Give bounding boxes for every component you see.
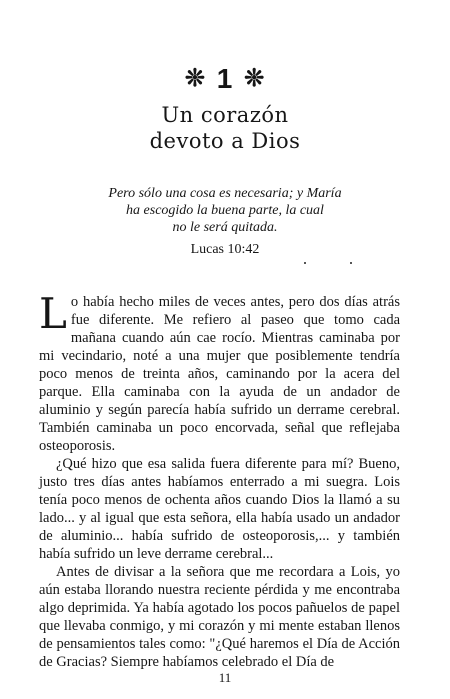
epigraph-reference: Lucas 10:42 — [190, 242, 260, 257]
chapter-number-line — [0, 64, 450, 94]
chapter-number: 1 — [216, 63, 234, 94]
drop-cap: L — [39, 289, 67, 338]
chapter-heading — [0, 64, 450, 154]
epigraph-line2: ha escogido la buena parte, la cual — [126, 203, 324, 218]
chapter-title-line1: Un corazón — [161, 103, 289, 127]
ink-speck — [304, 262, 306, 264]
ink-speck — [350, 262, 352, 264]
epigraph — [0, 185, 450, 258]
body-text — [39, 289, 400, 671]
epigraph-line3: no le será quitada. — [172, 220, 278, 235]
page-number: 11 — [218, 670, 232, 685]
chapter-title — [0, 102, 450, 154]
epigraph-line1: Pero sólo una cosa es necesaria; y María — [108, 186, 342, 201]
paragraph-2: ¿Qué hizo que esa salida fuera diferente para mí? Bueno, justo tres días antes habíamos enterrado a mi suegra. Lois tenía poco menos de ochenta años cuando Dios la llamó a su lado... y al igual que esta señora, ella había usado un andador de aluminio... había sufrido de osteoporosis,... y también había sufrido un leve derrame cerebral... — [39, 456, 400, 562]
right-ornament-icon: ❊ — [244, 65, 266, 92]
left-ornament-icon: ❊ — [184, 65, 206, 92]
paragraph-1-text: o había hecho miles de veces antes, pero dos días atrás fue diferente. Me refiero al paseo que tomo cada mañana cuando aún cae rocío. Mientras caminaba por mi vecindario, noté a una mujer que posiblemente tendría poco menos de treinta años, caminando por la acera del parque. Ella caminaba con la ayuda de un andador de aluminio y según parecía había sufrido un derrame cerebral. También caminaba un poco encorvada, señal que reflejaba osteoporosis. — [39, 294, 400, 454]
chapter-title-line2: devoto a Dios — [149, 129, 301, 153]
paragraph-3: Antes de divisar a la señora que me recordara a Lois, yo aún estaba llorando nuestra reciente pérdida y me encontraba algo deprimida. Ya había agotado los pocos pañuelos de papel que llevaba conmigo, y mi corazón y mi mente estaban llenos de pensamientos tales como: "¿Qué haremos el Día de Acción de Gracias? Siempre habíamos celebrado el Día de — [39, 564, 400, 670]
paragraph-1 — [39, 289, 400, 455]
